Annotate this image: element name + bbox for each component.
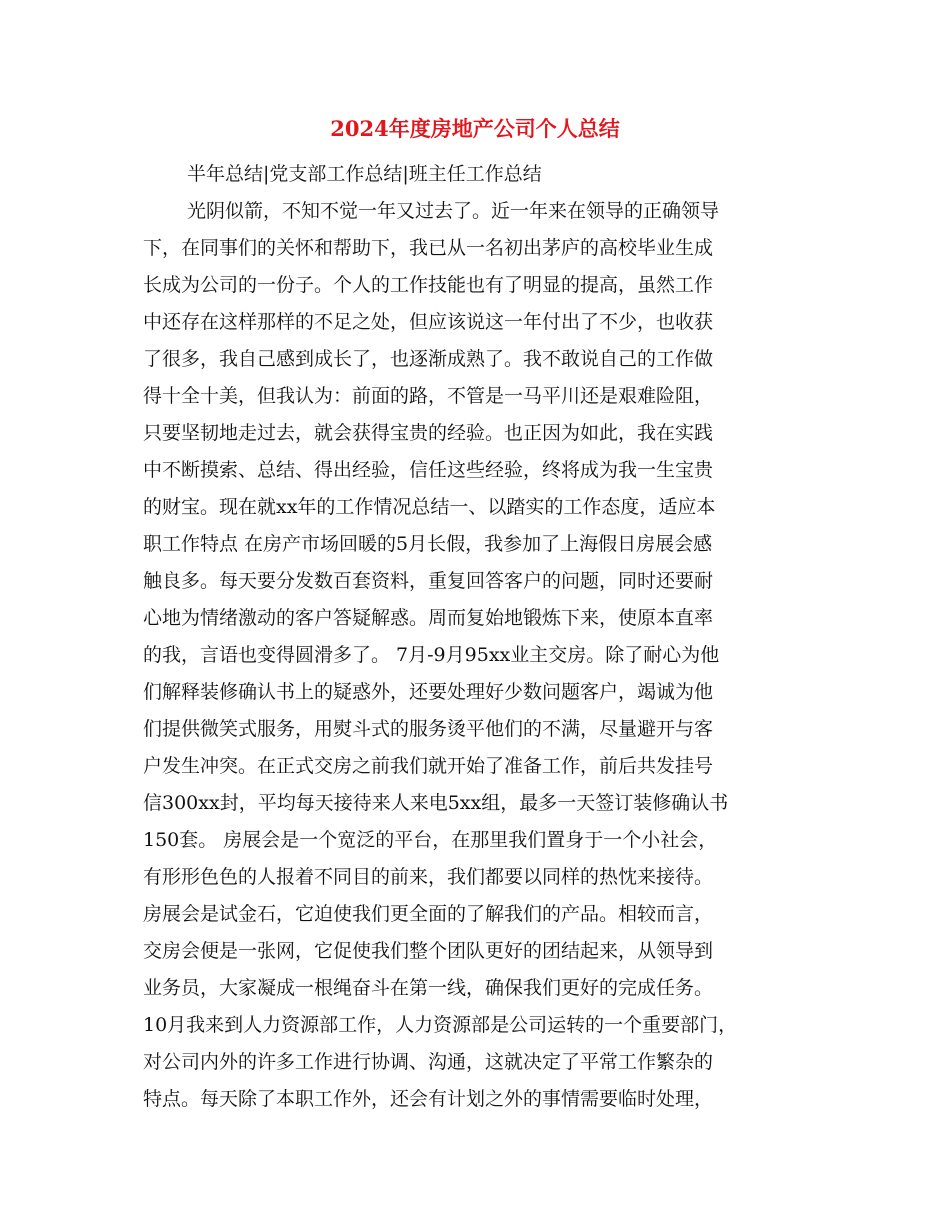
paragraph-line: 得十全十美，但我认为：前面的路，不管是一马平川还是艰难险阻，	[143, 385, 714, 407]
document-body	[143, 156, 818, 1118]
paragraph-line: 150套。 房展会是一个宽泛的平台，在那里我们置身于一个小社会，	[143, 829, 718, 851]
paragraph-line: 长成为公司的一份子。个人的工作技能也有了明显的提高，虽然工作	[143, 274, 714, 296]
paragraph-line: 房展会是试金石，它迫使我们更全面的了解我们的产品。相较而言，	[143, 903, 714, 925]
paragraph-line: 的我，言语也变得圆滑多了。 7月-9月95xx业主交房。除了耐心为他	[143, 644, 720, 666]
paragraph-line: 职工作特点 在房产市场回暖的5月长假，我参加了上海假日房展会感	[143, 533, 713, 555]
paragraph-line: 特点。每天除了本职工作外，还会有计划之外的事情需要临时处理，	[143, 1088, 714, 1110]
paragraph-line: 业务员，大家凝成一根绳奋斗在第一线，确保我们更好的完成任务。	[143, 977, 714, 999]
paragraph-line: 们提供微笑式服务，用熨斗式的服务烫平他们的不满，尽量避开与客	[143, 718, 714, 740]
paragraph-line: 心地为情绪激动的客户答疑解惑。周而复始地锻炼下来，使原本直率	[143, 607, 714, 629]
paragraph-line: 了很多，我自己感到成长了，也逐渐成熟了。我不敢说自己的工作做	[143, 348, 714, 370]
paragraph-line: 下，在同事们的关怀和帮助下，我已从一名初出茅庐的高校毕业生成	[143, 237, 714, 259]
subtitle-line: 半年总结|党支部工作总结|班主任工作总结	[187, 163, 542, 185]
paragraph-line: 交房会便是一张网，它促使我们整个团队更好的团结起来，从领导到	[143, 940, 714, 962]
paragraph-line: 有形形色色的人报着不同目的前来，我们都要以同样的热忱来接待。	[143, 866, 714, 888]
paragraph-line: 信300xx封，平均每天接待来人来电5xx组，最多一天签订装修确认书	[143, 792, 729, 814]
paragraph-line: 的财宝。现在就xx年的工作情况总结一、以踏实的工作态度，适应本	[143, 496, 716, 518]
paragraph-line: 触良多。每天要分发数百套资料，重复回答客户的问题，同时还要耐	[143, 570, 714, 592]
paragraph-line: 中不断摸索、总结、得出经验，信任这些经验，终将成为我一生宝贵	[143, 459, 714, 481]
paragraph-line: 对公司内外的许多工作进行协调、沟通，这就决定了平常工作繁杂的	[143, 1051, 714, 1073]
paragraph-line: 光阴似箭，不知不觉一年又过去了。近一年来在领导的正确领导	[187, 200, 720, 222]
paragraph-line: 10月我来到人力资源部工作，人力资源部是公司运转的一个重要部门，	[143, 1014, 738, 1036]
paragraph-line: 们解释装修确认书上的疑惑外，还要处理好少数问题客户，竭诚为他	[143, 681, 714, 703]
document-title: 2024年度房地产公司个人总结	[330, 116, 620, 141]
paragraph-line: 只要坚韧地走过去，就会获得宝贵的经验。也正因为如此，我在实践	[143, 422, 714, 444]
paragraph-line: 中还存在这样那样的不足之处，但应该说这一年付出了不少，也收获	[143, 311, 714, 333]
paragraph-line: 户发生冲突。在正式交房之前我们就开始了准备工作，前后共发挂号	[143, 755, 714, 777]
